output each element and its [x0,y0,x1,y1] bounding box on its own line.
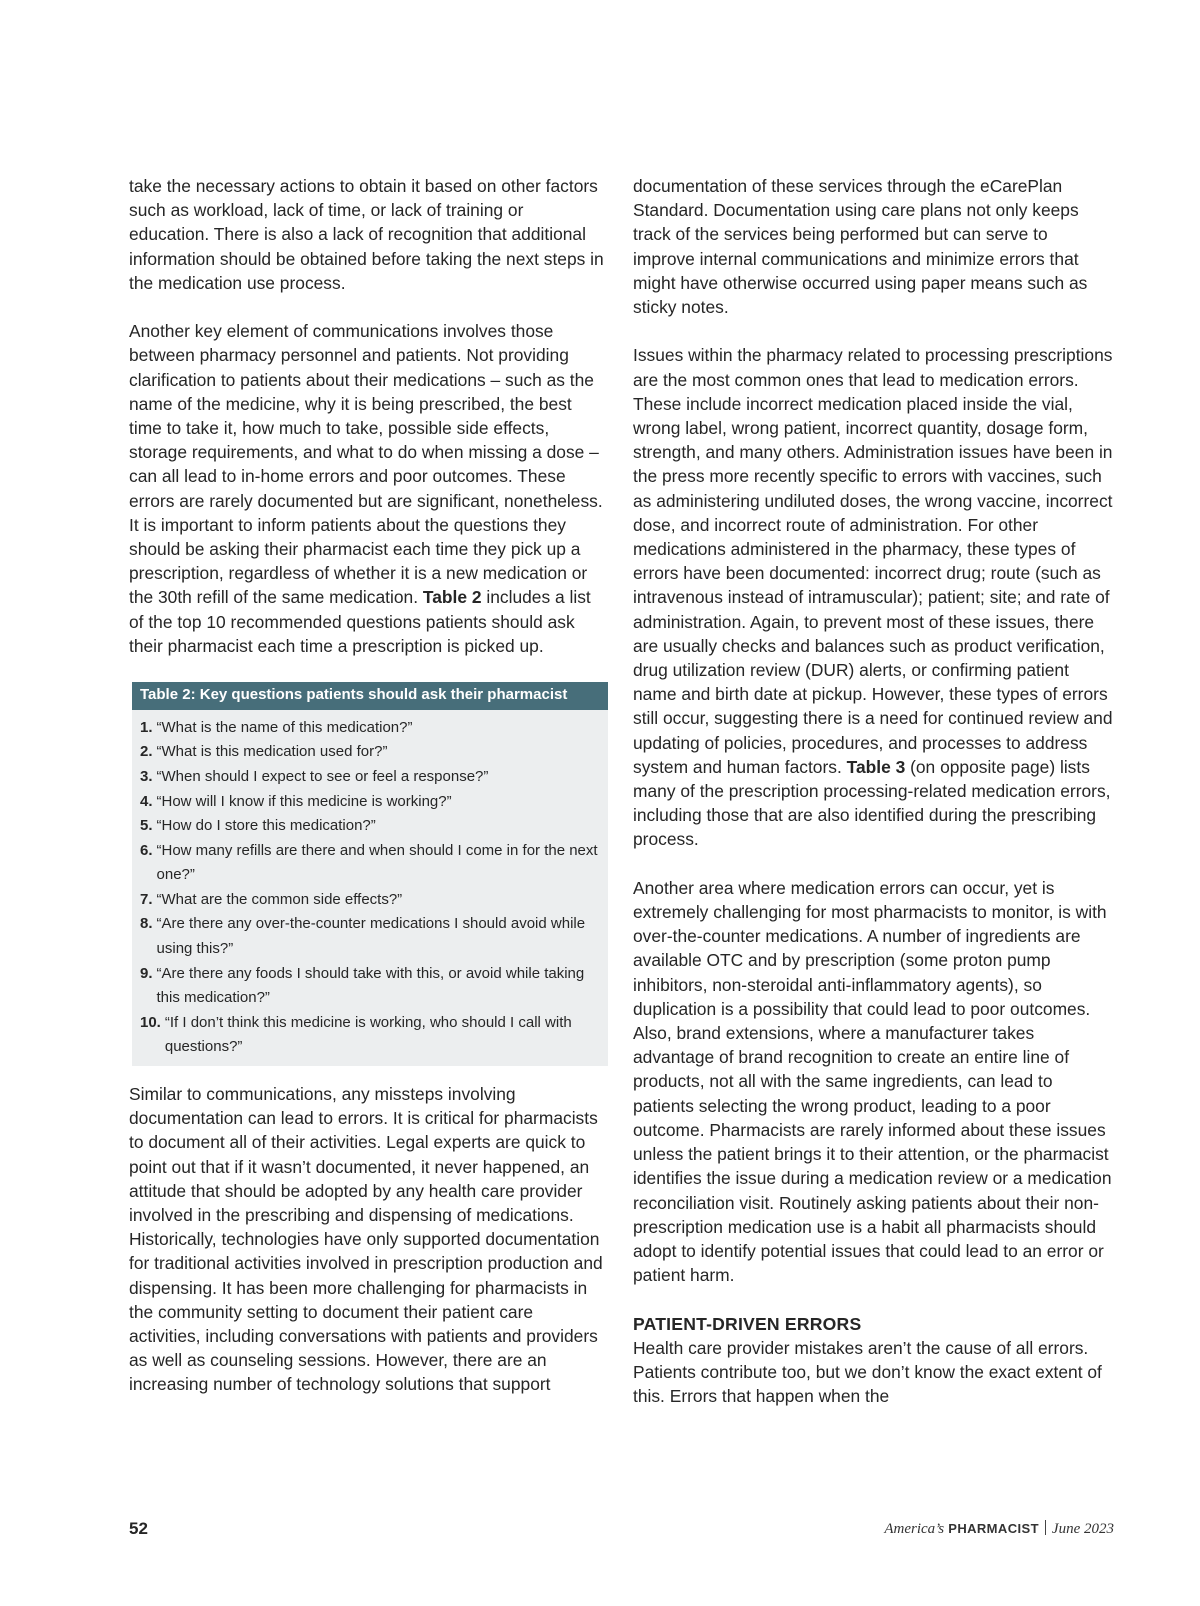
body-paragraph [129,319,604,658]
page-number: 52 [129,1519,148,1538]
paragraph-text: Issues within the pharmacy related to processing prescriptions are the most common ones that lead to medication errors. These include incorrect medication placed inside the vial, wrong label, wrong patient, incorrect quantity, dosage form, strength, and many others. Administration issues have been in the press more recently specific to errors with vaccines, such as administering undiluted doses, the wrong vaccine, incorrect dose, and incorrect route of administration. For other medications administered in the pharmacy, these types of errors have been documented: incorrect drug; route (such as intravenous instead of intramuscular); patient; site; and rate of administration. Again, to prevent most of these issues, there are usually checks and balances such as product verification, drug utilization review (DUR) alerts, or confirming patient name and birth date at pickup. However, these types of errors still occur, suggesting there is a need for continued review and updating of policies, procedures, and processes to address system and human factors. [633,345,1113,777]
question-text: “If I don’t think this medicine is working, who should I call with questions?” [164,1013,572,1056]
body-paragraph: Similar to communications, any missteps involving documentation can lead to errors. It is critical for pharmacists to document all of their activities. Legal experts are quick to point out that if it wasn’t documented, it never happened, an attitude that should be adopted by any health care provider involved in the prescribing and dispensing of medications. Historically, technologies have only supported documentation for traditional activities involved in prescription production and dispensing. It has been more challenging for pharmacists in the community setting to document their patient care activities, including conversations with patients and providers as well as counseling sessions. However, there are an increasing number of technology solutions that support [129,1084,603,1395]
table-reference: Table 3 [846,756,906,777]
question-number: 9. [140,964,153,982]
right-column [633,174,1113,1433]
issue-date: June 2023 [1051,1521,1114,1537]
question-text: “What is the name of this medication?” [156,718,413,736]
question-item [140,1011,600,1060]
question-item [140,814,600,839]
question-item [140,888,600,913]
body-paragraph: Health care provider mistakes aren’t the cause of all errors. Patients contribute too, but we don’t know the exact extent of this. Errors that happen when the [633,1337,1102,1407]
question-number: 3. [140,767,153,785]
question-text: “Are there any foods I should take with this, or avoid while taking this medication?” [156,964,585,1007]
body-paragraph: take the necessary actions to obtain it based on other factors such as workload, lack of time, or lack of training or education. There is also a lack of recognition that additional information should be obtained before taking the next steps in the medication use process. [129,176,604,293]
table-reference: Table 2 [422,587,482,608]
question-number: 5. [140,817,153,835]
paragraph-text: Another key element of communications involves those between pharmacy personnel and patients. Not providing clarification to patients about their medications – such as the name of the medicine, why it is being prescribed, the best time to take it, how much to take, possible side effects, storage requirements, and what to do when missing a dose – can all lead to in-home errors and poor outcomes. These errors are rarely documented but are significant, nonetheless. It is important to inform patients about the questions they should be asking their pharmacist each time they pick up a prescription, regardless of whether it is a new medication or the 30th refill of the same medication. [129,321,603,608]
left-column [129,174,604,1421]
question-number: 4. [140,792,153,810]
key-questions-table [132,682,608,1066]
question-item [140,790,600,815]
question-item [140,839,600,888]
question-text: “What is this medication used for?” [156,743,388,761]
question-item [140,716,600,741]
question-item [140,962,600,1011]
question-item [140,740,600,765]
question-text: “How do I store this medication?” [156,817,376,835]
question-number: 6. [140,841,153,859]
question-text: “What are the common side effects?” [156,890,403,908]
question-text: “How many refills are there and when should I come in for the next one?” [156,841,598,884]
question-number: 7. [140,890,153,908]
paragraph-text: includes a list of the top 10 recommended questions patients should ask their pharmacist each time a prescription is picked up. [129,587,591,656]
magazine-name: PHARMACIST [948,1521,1039,1536]
question-number: 10. [140,1013,161,1031]
question-text: “When should I expect to see or feel a response?” [156,767,489,785]
question-item [140,912,600,961]
question-item [140,765,600,790]
question-number: 2. [140,743,153,761]
table-title: Table 2: Key questions patients should ask their pharmacist [132,682,608,710]
body-paragraph: Another area where medication errors can occur, yet is extremely challenging for most pharmacists to monitor, is with over-the-counter medications. A number of ingredients are available OTC and by prescription (some proton pump inhibitors, non-steroidal anti-inflammatory agents), so duplication is a possibility that could lead to poor outcomes. Also, brand extensions, where a manufacturer takes advantage of brand recognition to create an entire line of products, not all with the same ingredients, can lead to patients selecting the wrong product, leading to a poor outcome. Pharmacists are rarely informed about these issues unless the patient brings it to their attention, or the pharmacist identifies the issue during a medication review or a medication reconciliation visit. Routinely asking patients about their non-prescription medication use is a habit all pharmacists should adopt to identify potential issues that could lead to an error or patient harm. [633,877,1112,1286]
footer-divider [1045,1520,1046,1535]
paragraph-text: (on opposite page) lists many of the prescription processing-related medication errors, including those that are also identified during the prescribing process. [633,756,1111,850]
table-body [132,710,608,1066]
magazine-prefix: America’s [884,1521,945,1537]
question-text: “How will I know if this medicine is working?” [156,792,452,810]
magazine-footer [884,1520,1114,1538]
body-paragraph [633,343,1113,851]
question-text: “Are there any over-the-counter medications I should avoid while using this?” [156,915,586,958]
section-heading: PATIENT-DRIVEN ERRORS [633,1313,862,1334]
question-number: 8. [140,915,153,933]
body-paragraph: documentation of these services through the eCarePlan Standard. Documentation using care plans not only keeps track of the services being performed but can serve to improve internal communications and minimize errors that might have otherwise occurred using paper means such as sticky notes. [633,176,1088,318]
question-number: 1. [140,718,153,736]
